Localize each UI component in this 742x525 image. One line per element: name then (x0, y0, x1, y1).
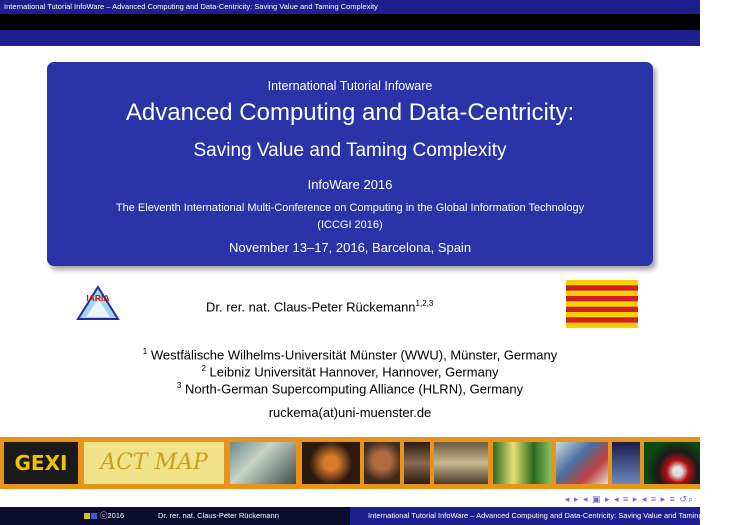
author-line (206, 299, 433, 314)
artifact-thumbnail (302, 442, 360, 484)
conference-line2: (ICCGI 2016) (317, 219, 383, 231)
header-black-band (0, 14, 700, 30)
nav-search-icon[interactable]: ↺⌕ (679, 494, 694, 504)
actmap-logo (84, 442, 224, 484)
roulette-thumbnail (644, 442, 700, 484)
gexi-logo (4, 442, 78, 484)
main-title: Advanced Computing and Data-Centricity: (125, 99, 575, 126)
footer-title: International Tutorial InfoWare – Advanced Computing and Data-Centricity: Saving Value and Taming Complexity (368, 511, 742, 520)
beamer-navigation (565, 494, 694, 505)
event-name: InfoWare 2016 (307, 177, 393, 192)
affiliation-3 (0, 381, 700, 396)
nav-section-icon[interactable]: ◂ ≡ ▸ (641, 494, 667, 504)
map-thumbnail (493, 442, 551, 484)
mask-thumbnail (364, 442, 400, 484)
catalan-flag (566, 280, 638, 328)
tutorial-label: International Tutorial Infoware (267, 79, 433, 93)
header-title-bar (0, 0, 700, 14)
affiliation-1 (0, 347, 700, 362)
footer-left (0, 507, 350, 525)
affiliation-text: North-German Supercomputing Alliance (HLRN), Germany (184, 381, 524, 397)
affiliation-2 (0, 364, 700, 379)
image-strip (0, 437, 700, 489)
iaria-logo-text: IARIA (86, 293, 110, 303)
author-marks: 1,2,3 (415, 299, 434, 308)
affiliation-mark: 1 (142, 347, 148, 356)
title-block (47, 62, 653, 266)
footer-square-icon (91, 513, 97, 519)
nav-frame-icon[interactable]: ◂ ▣ ▸ (582, 494, 611, 504)
footer-right (350, 507, 742, 525)
event-dates: November 13–17, 2016, Barcelona, Spain (228, 240, 472, 255)
footer-author: Dr. rer. nat. Claus-Peter Rückemann (158, 511, 279, 520)
nav-left-icon[interactable]: ◂ ▸ (564, 494, 580, 504)
author-name: Dr. rer. nat. Claus-Peter Rückemann (206, 299, 416, 315)
footer-square-icon (84, 513, 90, 519)
nav-align-icon[interactable]: ≡ (669, 494, 676, 504)
header-nav-band (0, 30, 700, 46)
statue-thumbnail (404, 442, 430, 484)
actmap-logo-text: ACT MAP (100, 450, 208, 475)
video-thumbnail (612, 442, 640, 484)
footer-copyright: ⓒ2016 (100, 511, 125, 520)
header-title: International Tutorial InfoWare – Advanced Computing and Data-Centricity: Saving Value and Taming Complexity (4, 2, 378, 11)
affiliation-text: Westfälische Wilhelms-Universität Münster (WWU), Münster, Germany (150, 347, 558, 363)
affiliation-mark: 3 (176, 381, 182, 390)
gexi-logo-text: GEXI (14, 451, 68, 475)
conference-line1: The Eleventh International Multi-Conference on Computing in the Global Information Technology (115, 202, 585, 214)
affiliation-text: Leibniz Universität Hannover, Hannover, Germany (209, 364, 499, 380)
subtitle: Saving Value and Taming Complexity (193, 140, 507, 161)
figure-thumbnail (434, 442, 488, 484)
iaria-logo (76, 285, 120, 321)
nav-subsection-icon[interactable]: ◂ ≡ ▸ (614, 494, 639, 504)
screenshot-thumbnail (230, 442, 296, 484)
affiliation-mark: 2 (201, 364, 206, 373)
chart-thumbnail (556, 442, 608, 484)
contact-email: ruckema(at)uni-muenster.de (268, 405, 432, 420)
conference-name (57, 200, 643, 234)
footer-bar (0, 507, 742, 525)
